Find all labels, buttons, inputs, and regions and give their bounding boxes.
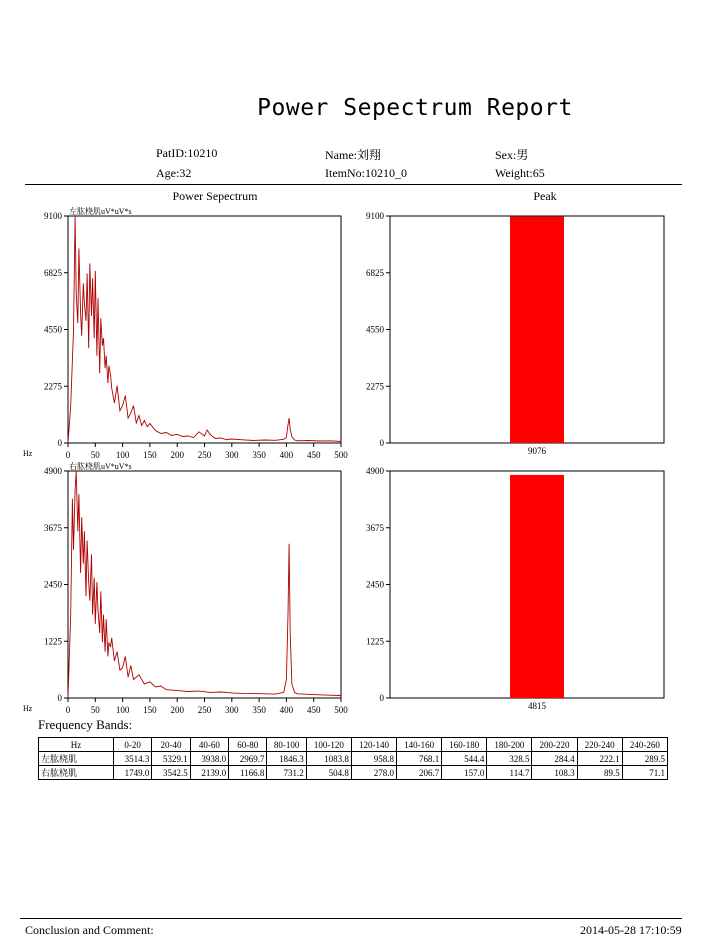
bands-header-cell: 20-40 — [152, 738, 190, 752]
right-spectrum-x-tick-label: 350 — [252, 705, 266, 715]
right-peak-chart — [350, 455, 680, 720]
left-spectrum-y-tick-label: 9100 — [44, 211, 62, 221]
left-spectrum-x-tick-label: 400 — [279, 450, 294, 460]
bands-cell: 2139.0 — [190, 766, 228, 780]
patient-sex: Sex:男 — [495, 148, 529, 162]
bands-cell: 504.8 — [306, 766, 351, 780]
right-peak-peak-value-label: 4815 — [528, 701, 546, 711]
left-spectrum-x-tick-label: 450 — [306, 450, 321, 460]
left-spectrum-x-unit: Hz — [23, 449, 33, 458]
bands-cell: 108.3 — [532, 766, 577, 780]
left-peak-chart — [350, 200, 680, 465]
bands-header-cell: 220-240 — [577, 738, 622, 752]
bands-cell: 289.5 — [622, 752, 667, 766]
bands-cell: 958.8 — [351, 752, 396, 766]
left-spectrum-spectrum-line — [68, 216, 341, 443]
patient-id: PatID:10210 — [156, 146, 218, 160]
bands-cell: 3938.0 — [190, 752, 228, 766]
right-spectrum-x-tick-label: 300 — [225, 705, 239, 715]
bands-header-cell: 240-260 — [622, 738, 667, 752]
bands-cell: 1846.3 — [267, 752, 306, 766]
right-peak-y-tick-label: 0 — [379, 693, 384, 703]
bands-cell: 157.0 — [442, 766, 487, 780]
left-spectrum-x-tick-label: 0 — [65, 450, 71, 460]
header-divider — [25, 184, 682, 185]
bands-cell: 1749.0 — [114, 766, 152, 780]
left-peak-y-tick-label: 9100 — [366, 211, 384, 221]
left-spectrum-y-tick-label: 6825 — [44, 267, 62, 278]
bands-cell: 328.5 — [487, 752, 532, 766]
right-spectrum-plot-frame — [68, 471, 341, 698]
bands-header-cell: 100-120 — [306, 738, 351, 752]
table-row — [39, 752, 668, 766]
left-peak-peak-bar — [510, 217, 564, 443]
left-spectrum-x-tick-label: 250 — [197, 450, 212, 460]
right-spectrum-y-tick-label: 2450 — [44, 579, 62, 590]
bands-cell: 2969.7 — [229, 752, 267, 766]
right-spectrum-x-tick-label: 0 — [65, 705, 71, 715]
bands-cell: 284.4 — [532, 752, 577, 766]
bands-header-cell: 140-160 — [397, 738, 442, 752]
bands-header-cell: 120-140 — [351, 738, 396, 752]
bands-cell: 3514.3 — [114, 752, 152, 766]
right-spectrum-y-tick-label: 0 — [57, 693, 62, 703]
left-spectrum-plot-frame — [68, 216, 341, 443]
bands-cell: 222.1 — [577, 752, 622, 766]
bands-cell: 206.7 — [397, 766, 442, 780]
peak-title: Peak — [533, 189, 557, 203]
bands-header-cell: 80-100 — [267, 738, 306, 752]
left-peak-y-tick-label: 6825 — [366, 267, 384, 278]
bands-row-label: 左肱桡肌 — [39, 752, 114, 766]
right-peak-y-tick-label: 4900 — [366, 466, 384, 476]
bands-cell: 278.0 — [351, 766, 396, 780]
patient-weight: Weight:65 — [495, 166, 545, 180]
bands-cell: 3542.5 — [152, 766, 190, 780]
report-timestamp: 2014-05-28 17:10:59 — [580, 923, 682, 937]
right-spectrum-y-tick-label: 4900 — [44, 466, 62, 476]
bands-header-cell: 0-20 — [114, 738, 152, 752]
bands-cell: 1166.8 — [229, 766, 267, 780]
left-peak-y-tick-label: 4550 — [366, 324, 384, 335]
patient-name: Name:刘翔 — [325, 148, 381, 162]
right-peak-peak-bar — [510, 475, 564, 698]
bands-header-cell: 200-220 — [532, 738, 577, 752]
right-spectrum-x-tick-label: 400 — [279, 705, 294, 715]
right-spectrum-x-tick-label: 500 — [334, 705, 348, 715]
frequency-bands-table — [38, 737, 668, 780]
bands-header-cell: 40-60 — [190, 738, 228, 752]
report-title: Power Sepectrum Report — [257, 95, 573, 121]
left-peak-peak-value-label: 9076 — [528, 446, 546, 456]
bands-header-cell: 60-80 — [229, 738, 267, 752]
bands-cell: 71.1 — [622, 766, 667, 780]
footer-divider — [20, 918, 682, 919]
left-spectrum-x-tick-label: 300 — [225, 450, 239, 460]
right-peak-y-tick-label: 1225 — [366, 636, 384, 647]
bands-header-cell: 180-200 — [487, 738, 532, 752]
power-spectrum-title: Power Sepectrum — [172, 189, 258, 203]
bands-cell: 114.7 — [487, 766, 532, 780]
patient-age: Age:32 — [156, 166, 192, 180]
conclusion-label: Conclusion and Comment: — [25, 923, 154, 937]
bands-header-hz: Hz — [39, 738, 114, 752]
left-spectrum-channel-label: 左肱桡肌uV*uV*s — [69, 207, 132, 216]
left-spectrum-x-tick-label: 350 — [252, 450, 266, 460]
frequency-bands-title: Frequency Bands: — [38, 717, 133, 732]
right-spectrum-chart — [0, 455, 360, 720]
right-peak-y-tick-label: 3675 — [366, 522, 384, 533]
right-peak-y-tick-label: 2450 — [366, 579, 384, 590]
left-spectrum-chart — [0, 200, 360, 465]
bands-cell: 1083.8 — [306, 752, 351, 766]
patient-item-no: ItemNo:10210_0 — [325, 166, 407, 180]
left-spectrum-x-tick-label: 500 — [334, 450, 348, 460]
bands-row-label: 右肱桡肌 — [39, 766, 114, 780]
left-peak-y-tick-label: 0 — [379, 438, 384, 448]
right-spectrum-x-tick-label: 250 — [197, 705, 212, 715]
right-spectrum-x-tick-label: 200 — [170, 705, 184, 715]
right-spectrum-channel-label: 右肱桡肌uV*uV*s — [69, 462, 132, 471]
bands-cell: 5329.1 — [152, 752, 190, 766]
left-spectrum-x-tick-label: 100 — [115, 450, 130, 460]
right-spectrum-y-tick-label: 3675 — [44, 522, 62, 533]
right-spectrum-x-tick-label: 100 — [115, 705, 130, 715]
left-peak-y-tick-label: 2275 — [366, 381, 384, 392]
left-spectrum-x-tick-label: 200 — [170, 450, 184, 460]
right-spectrum-y-tick-label: 1225 — [44, 636, 62, 647]
left-spectrum-x-tick-label: 150 — [143, 450, 157, 460]
left-spectrum-y-tick-label: 2275 — [44, 381, 62, 392]
bands-header-cell: 160-180 — [442, 738, 487, 752]
right-spectrum-x-tick-label: 450 — [306, 705, 321, 715]
right-spectrum-x-tick-label: 50 — [90, 705, 100, 715]
left-spectrum-x-tick-label: 50 — [90, 450, 100, 460]
bands-header-row — [39, 738, 668, 752]
bands-cell: 544.4 — [442, 752, 487, 766]
bands-cell: 731.2 — [267, 766, 306, 780]
left-spectrum-y-tick-label: 4550 — [44, 324, 62, 335]
right-spectrum-x-unit: Hz — [23, 704, 33, 713]
left-spectrum-y-tick-label: 0 — [57, 438, 62, 448]
bands-cell: 768.1 — [397, 752, 442, 766]
table-row — [39, 766, 668, 780]
right-spectrum-x-tick-label: 150 — [143, 705, 157, 715]
bands-cell: 89.5 — [577, 766, 622, 780]
right-spectrum-spectrum-line — [68, 471, 341, 698]
